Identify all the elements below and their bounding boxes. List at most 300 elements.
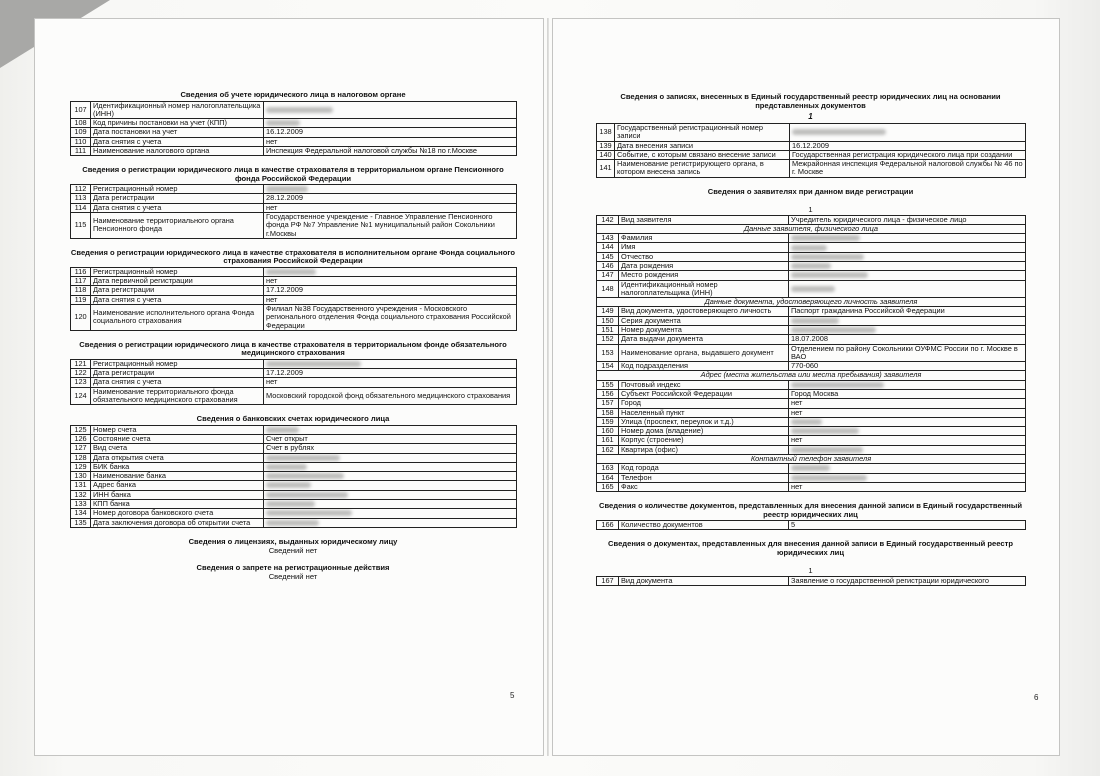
table-row <box>71 481 517 490</box>
row-number: 164 <box>597 473 619 482</box>
table-row <box>597 445 1026 454</box>
row-label: Телефон <box>619 473 789 482</box>
applicants-title: Сведения о заявителях при данном виде регистрации <box>707 186 914 196</box>
redacted-value <box>791 475 867 481</box>
row-number: 131 <box>71 481 91 490</box>
row-value: Государственное учреждение - Главное Управление Пенсионного фонда РФ №7 Управление №1 муниципальный район Сокольники г.Москвы <box>264 213 517 239</box>
row-value: нет <box>264 137 517 146</box>
table-row <box>597 408 1026 417</box>
subsection-label: Данные заявителя, физического лица <box>597 224 1026 233</box>
table-row <box>71 425 517 434</box>
row-number: 110 <box>71 137 91 146</box>
redacted-value <box>266 269 316 275</box>
row-number: 138 <box>597 123 615 141</box>
row-label: Адрес банка <box>91 481 264 490</box>
row-label: ИНН банка <box>91 490 264 499</box>
row-label: Регистрационный номер <box>91 185 264 194</box>
row-value <box>789 271 1026 280</box>
table-row <box>71 359 517 368</box>
subsection-row <box>597 454 1026 463</box>
row-label: Улица (проспект, переулок и т.д.) <box>619 417 789 426</box>
redacted-value <box>266 186 308 192</box>
row-label: Дата рождения <box>619 262 789 271</box>
section-table <box>70 184 517 239</box>
row-value: нет <box>264 295 517 304</box>
row-number: 146 <box>597 262 619 271</box>
row-label: Регистрационный номер <box>91 359 264 368</box>
row-value: 18.07.2008 <box>789 335 1026 344</box>
row-number: 140 <box>597 150 615 159</box>
subsection-row <box>597 298 1026 307</box>
book-fold <box>547 18 549 756</box>
table-row <box>597 316 1026 325</box>
row-value <box>264 500 517 509</box>
row-value <box>789 417 1026 426</box>
table-row <box>71 369 517 378</box>
row-label: КПП банка <box>91 500 264 509</box>
row-value: 28.12.2009 <box>264 194 517 203</box>
table-row <box>71 444 517 453</box>
row-label: Номер дома (владение) <box>619 427 789 436</box>
row-value: Московский городской фонд обязательного медицинского страхования <box>264 387 517 405</box>
row-label: Код города <box>619 464 789 473</box>
redacted-value <box>266 107 333 113</box>
redacted-value <box>791 447 863 453</box>
redacted-value <box>791 235 860 241</box>
table-row <box>71 518 517 527</box>
row-value <box>264 425 517 434</box>
table-row <box>71 435 517 444</box>
row-number: 162 <box>597 445 619 454</box>
row-value: нет <box>789 436 1026 445</box>
row-number: 134 <box>71 509 91 518</box>
row-label: Дата внесения записи <box>615 141 790 150</box>
redacted-value <box>791 272 868 278</box>
redacted-value <box>791 428 859 434</box>
redacted-value <box>266 501 315 507</box>
subsection-label: Контактный телефон заявителя <box>597 454 1026 463</box>
row-value: 16.12.2009 <box>264 128 517 137</box>
row-value <box>789 262 1026 271</box>
row-label: Имя <box>619 243 789 252</box>
table-row <box>71 146 517 155</box>
row-value <box>264 509 517 518</box>
row-label: Дата снятия с учета <box>91 378 264 387</box>
row-value: Филиал №38 Государственного учреждения - Московского регионального отделения Фонда социального страхования Российской Федерации <box>264 305 517 331</box>
row-value <box>789 445 1026 454</box>
row-number: 126 <box>71 435 91 444</box>
row-value <box>789 234 1026 243</box>
row-number: 160 <box>597 427 619 436</box>
row-number: 163 <box>597 464 619 473</box>
applicants-table <box>596 215 1026 492</box>
table-row <box>71 213 517 239</box>
row-label: Код подразделения <box>619 362 789 371</box>
row-label: Дата заключения договора об открытии счета <box>91 518 264 527</box>
row-label: Почтовый индекс <box>619 380 789 389</box>
table-row <box>71 185 517 194</box>
redacted-value <box>791 286 835 292</box>
table-row <box>71 387 517 405</box>
row-label: Наименование территориального органа Пенсионного фонда <box>91 213 264 239</box>
row-number: 111 <box>71 146 91 155</box>
records-index: 1 <box>808 112 813 121</box>
row-label: Факс <box>619 482 789 491</box>
row-label: Номер договора банковского счета <box>91 509 264 518</box>
row-label: Количество документов <box>619 521 789 530</box>
page-number: 6 <box>1034 693 1039 702</box>
row-value: Счет в рублях <box>264 444 517 453</box>
row-label: Вид документа <box>619 576 789 585</box>
row-value: Паспорт гражданина Российской Федерации <box>789 307 1026 316</box>
table-row <box>597 473 1026 482</box>
row-value: 17.12.2009 <box>264 369 517 378</box>
redacted-value <box>266 455 340 461</box>
row-value: нет <box>264 203 517 212</box>
row-label: Город <box>619 399 789 408</box>
row-number: 165 <box>597 482 619 491</box>
row-label: Дата первичной регистрации <box>91 277 264 286</box>
row-value <box>264 490 517 499</box>
row-number: 161 <box>597 436 619 445</box>
row-value <box>264 453 517 462</box>
row-label: Наименование органа, выдавшего документ <box>619 344 789 362</box>
table-row <box>597 482 1026 491</box>
redacted-value <box>266 361 361 367</box>
page-6 <box>552 18 1060 756</box>
row-value <box>264 481 517 490</box>
row-number: 128 <box>71 453 91 462</box>
row-number: 108 <box>71 119 91 128</box>
section-table <box>70 359 517 405</box>
row-value <box>264 462 517 471</box>
table-row <box>597 362 1026 371</box>
docs-count-title: Сведения о количестве документов, представленных для внесения данной записи в Единый государственный реестр юридических лиц <box>598 501 1023 519</box>
table-row <box>597 344 1026 362</box>
redacted-value <box>266 464 307 470</box>
row-number: 130 <box>71 472 91 481</box>
redacted-value <box>266 482 311 488</box>
subsection-label: Адрес (места жительства или места пребывания) заявителя <box>597 371 1026 380</box>
table-row <box>71 305 517 331</box>
table-row <box>597 380 1026 389</box>
redacted-value <box>792 129 886 135</box>
redacted-value <box>791 263 831 269</box>
row-number: 142 <box>597 215 619 224</box>
row-label: Наименование регистрирующего органа, в котором внесена запись <box>615 160 790 178</box>
row-label: Наименование налогового органа <box>91 146 264 155</box>
table-row <box>597 234 1026 243</box>
table-row <box>71 286 517 295</box>
row-label: Наименование банка <box>91 472 264 481</box>
row-value <box>264 359 517 368</box>
table-row <box>597 576 1026 585</box>
row-value: Межрайонная инспекция Федеральной налоговой службы № 46 по г. Москве <box>790 160 1026 178</box>
redacted-value <box>791 419 822 425</box>
row-value <box>789 252 1026 261</box>
row-number: 112 <box>71 185 91 194</box>
row-label: Вид документа, удостоверяющего личность <box>619 307 789 316</box>
section-title: Сведения об учете юридического лица в налоговом органе <box>180 90 406 99</box>
row-label: Номер документа <box>619 326 789 335</box>
row-number: 147 <box>597 271 619 280</box>
row-number: 121 <box>71 359 91 368</box>
subsection-row <box>597 224 1026 233</box>
row-label: Наименование исполнительного органа Фонда социального страхования <box>91 305 264 331</box>
row-value <box>789 380 1026 389</box>
redacted-value <box>266 473 344 479</box>
row-number: 141 <box>597 160 615 178</box>
row-label: Состояние счета <box>91 435 264 444</box>
records-table <box>596 123 1026 178</box>
ban-title: Сведения о запрете на регистрационные действия <box>196 562 390 572</box>
row-number: 153 <box>597 344 619 362</box>
row-label: Отчество <box>619 252 789 261</box>
redacted-value <box>266 510 352 516</box>
row-number: 120 <box>71 305 91 331</box>
row-number: 155 <box>597 380 619 389</box>
table-row <box>597 252 1026 261</box>
row-value: Отделением по району Сокольники ОУФМС России по г. Москве в ВАО <box>789 344 1026 362</box>
row-label: Место рождения <box>619 271 789 280</box>
row-value: нет <box>789 482 1026 491</box>
row-value: 17.12.2009 <box>264 286 517 295</box>
records-title: Сведения о записях, внесенных в Единый государственный реестр юридических лиц на основании представленных документов <box>620 92 1001 110</box>
row-value: 16.12.2009 <box>790 141 1026 150</box>
row-label: Код причины постановки на учет (КПП) <box>91 119 264 128</box>
redacted-value <box>791 254 864 260</box>
redacted-value <box>266 427 299 433</box>
row-number: 107 <box>71 101 91 119</box>
row-label: Дата выдачи документа <box>619 335 789 344</box>
table-row <box>71 267 517 276</box>
row-number: 167 <box>597 576 619 585</box>
row-value: Учредитель юридического лица - физическое лицо <box>789 215 1026 224</box>
table-row <box>597 417 1026 426</box>
row-value: нет <box>264 277 517 286</box>
table-row <box>71 490 517 499</box>
row-number: 152 <box>597 335 619 344</box>
row-value <box>789 473 1026 482</box>
row-label: Дата открытия счета <box>91 453 264 462</box>
table-row <box>597 464 1026 473</box>
row-label: Наименование территориального фонда обязательного медицинского страхования <box>91 387 264 405</box>
row-number: 118 <box>71 286 91 295</box>
row-value <box>790 123 1026 141</box>
section-title: Сведения о регистрации юридического лица в качестве страхователя в территориальном фонде обязательного медицинского страхования <box>79 339 507 358</box>
table-row <box>597 399 1026 408</box>
row-number: 159 <box>597 417 619 426</box>
table-row <box>71 453 517 462</box>
row-value: нет <box>789 399 1026 408</box>
subsection-row <box>597 371 1026 380</box>
row-number: 109 <box>71 128 91 137</box>
table-row <box>71 500 517 509</box>
row-value <box>789 326 1026 335</box>
row-value: 5 <box>789 521 1026 530</box>
table-row <box>597 243 1026 252</box>
table-row <box>71 378 517 387</box>
row-value <box>264 518 517 527</box>
redacted-value <box>266 492 348 498</box>
row-number: 116 <box>71 267 91 276</box>
licenses-value: Сведений нет <box>268 546 318 556</box>
row-number: 122 <box>71 369 91 378</box>
page-5 <box>34 18 544 756</box>
row-label: Населенный пункт <box>619 408 789 417</box>
row-label: Государственный регистрационный номер записи <box>615 123 790 141</box>
row-number: 125 <box>71 425 91 434</box>
row-number: 144 <box>597 243 619 252</box>
page-number: 5 <box>510 691 515 700</box>
row-value <box>264 267 517 276</box>
page-5-content <box>70 91 516 582</box>
table-row <box>597 521 1026 530</box>
section-title: Сведения о банковских счетах юридического лица <box>196 414 390 424</box>
row-number: 148 <box>597 280 619 298</box>
row-value <box>789 427 1026 436</box>
table-row <box>71 194 517 203</box>
row-label: Регистрационный номер <box>91 267 264 276</box>
row-value: нет <box>264 378 517 387</box>
row-value: Заявление о государственной регистрации юридического <box>789 576 1026 585</box>
row-label: БИК банка <box>91 462 264 471</box>
row-value: Город Москва <box>789 389 1026 398</box>
row-number: 150 <box>597 316 619 325</box>
row-label: Фамилия <box>619 234 789 243</box>
row-value <box>264 472 517 481</box>
table-row <box>597 280 1026 298</box>
table-row <box>597 150 1026 159</box>
row-number: 154 <box>597 362 619 371</box>
page-6-content <box>596 93 1025 586</box>
table-row <box>597 215 1026 224</box>
row-number: 157 <box>597 399 619 408</box>
row-number: 115 <box>71 213 91 239</box>
section-title: Сведения о регистрации юридического лица в качестве страхователя в исполнительном органе Фонда социального страхования Российской Федерации <box>70 247 516 266</box>
row-value <box>264 101 517 119</box>
section-table <box>70 425 517 528</box>
table-row <box>597 335 1026 344</box>
row-number: 114 <box>71 203 91 212</box>
table-row <box>71 277 517 286</box>
row-value: Счет открыт <box>264 435 517 444</box>
row-label: Дата постановки на учет <box>91 128 264 137</box>
redacted-value <box>791 245 827 251</box>
row-value: Инспекция Федеральной налоговой службы №18 по г.Москве <box>264 146 517 155</box>
row-value <box>264 185 517 194</box>
row-label: Субъект Российской Федерации <box>619 389 789 398</box>
section-table <box>70 101 517 157</box>
row-number: 113 <box>71 194 91 203</box>
row-number: 156 <box>597 389 619 398</box>
table-row <box>71 101 517 119</box>
docs-title: Сведения о документах, представленных для внесения данной записи в Единый государственный реестр юридических лиц <box>608 539 1013 557</box>
redacted-value <box>791 318 839 324</box>
row-number: 135 <box>71 518 91 527</box>
licenses-title: Сведения о лицензиях, выданных юридическому лицу <box>188 536 398 546</box>
row-label: Дата регистрации <box>91 286 264 295</box>
row-label: Номер счета <box>91 425 264 434</box>
subsection-label: Данные документа, удостоверяющего личность заявителя <box>597 298 1026 307</box>
row-label: Идентификационный номер налогоплательщика (ИНН) <box>91 101 264 119</box>
row-label: Серия документа <box>619 316 789 325</box>
row-number: 129 <box>71 462 91 471</box>
row-label: Дата регистрации <box>91 369 264 378</box>
table-row <box>71 119 517 128</box>
row-label: Вид заявителя <box>619 215 789 224</box>
row-number: 166 <box>597 521 619 530</box>
docs-index: 1 <box>808 566 813 576</box>
row-value <box>264 119 517 128</box>
row-number: 123 <box>71 378 91 387</box>
row-number: 117 <box>71 277 91 286</box>
table-row <box>597 307 1026 316</box>
row-label: Дата снятия с учета <box>91 137 264 146</box>
table-row <box>71 509 517 518</box>
table-row <box>597 389 1026 398</box>
row-label: Идентификационный номер налогоплательщика (ИНН) <box>619 280 789 298</box>
row-number: 124 <box>71 387 91 405</box>
table-row <box>71 472 517 481</box>
redacted-value <box>791 465 830 471</box>
row-number: 149 <box>597 307 619 316</box>
row-number: 151 <box>597 326 619 335</box>
row-label: Корпус (строение) <box>619 436 789 445</box>
row-label: Дата регистрации <box>91 194 264 203</box>
row-number: 127 <box>71 444 91 453</box>
ban-value: Сведений нет <box>268 572 318 582</box>
table-row <box>71 462 517 471</box>
row-value <box>789 243 1026 252</box>
table-row <box>597 271 1026 280</box>
table-row <box>71 295 517 304</box>
row-value: 770-060 <box>789 362 1026 371</box>
row-label: Дата снятия с учета <box>91 295 264 304</box>
table-row <box>597 262 1026 271</box>
row-number: 139 <box>597 141 615 150</box>
table-row <box>597 123 1026 141</box>
table-row <box>597 326 1026 335</box>
section-table <box>70 267 517 331</box>
row-value <box>789 464 1026 473</box>
table-row <box>597 160 1026 178</box>
table-row <box>71 203 517 212</box>
table-row <box>597 141 1026 150</box>
table-row <box>597 427 1026 436</box>
row-number: 133 <box>71 500 91 509</box>
section-title: Сведения о регистрации юридического лица в качестве страхователя в территориальном органе Пенсионного фонда Российской Федерации <box>82 165 504 183</box>
redacted-value <box>266 120 300 126</box>
redacted-value <box>266 520 319 526</box>
row-label: Вид счета <box>91 444 264 453</box>
row-value <box>789 316 1026 325</box>
row-label: Событие, с которым связано внесение записи <box>615 150 790 159</box>
docs-count-table <box>596 520 1026 530</box>
docs-table <box>596 576 1026 586</box>
table-row <box>71 137 517 146</box>
applicants-index: 1 <box>808 205 813 215</box>
table-row <box>71 128 517 137</box>
row-number: 145 <box>597 252 619 261</box>
redacted-value <box>791 327 876 333</box>
row-value <box>789 280 1026 298</box>
redacted-value <box>791 382 884 388</box>
row-label: Дата снятия с учета <box>91 203 264 212</box>
row-label: Квартира (офис) <box>619 445 789 454</box>
row-value: Государственная регистрация юридического лица при создании <box>790 150 1026 159</box>
row-number: 119 <box>71 295 91 304</box>
